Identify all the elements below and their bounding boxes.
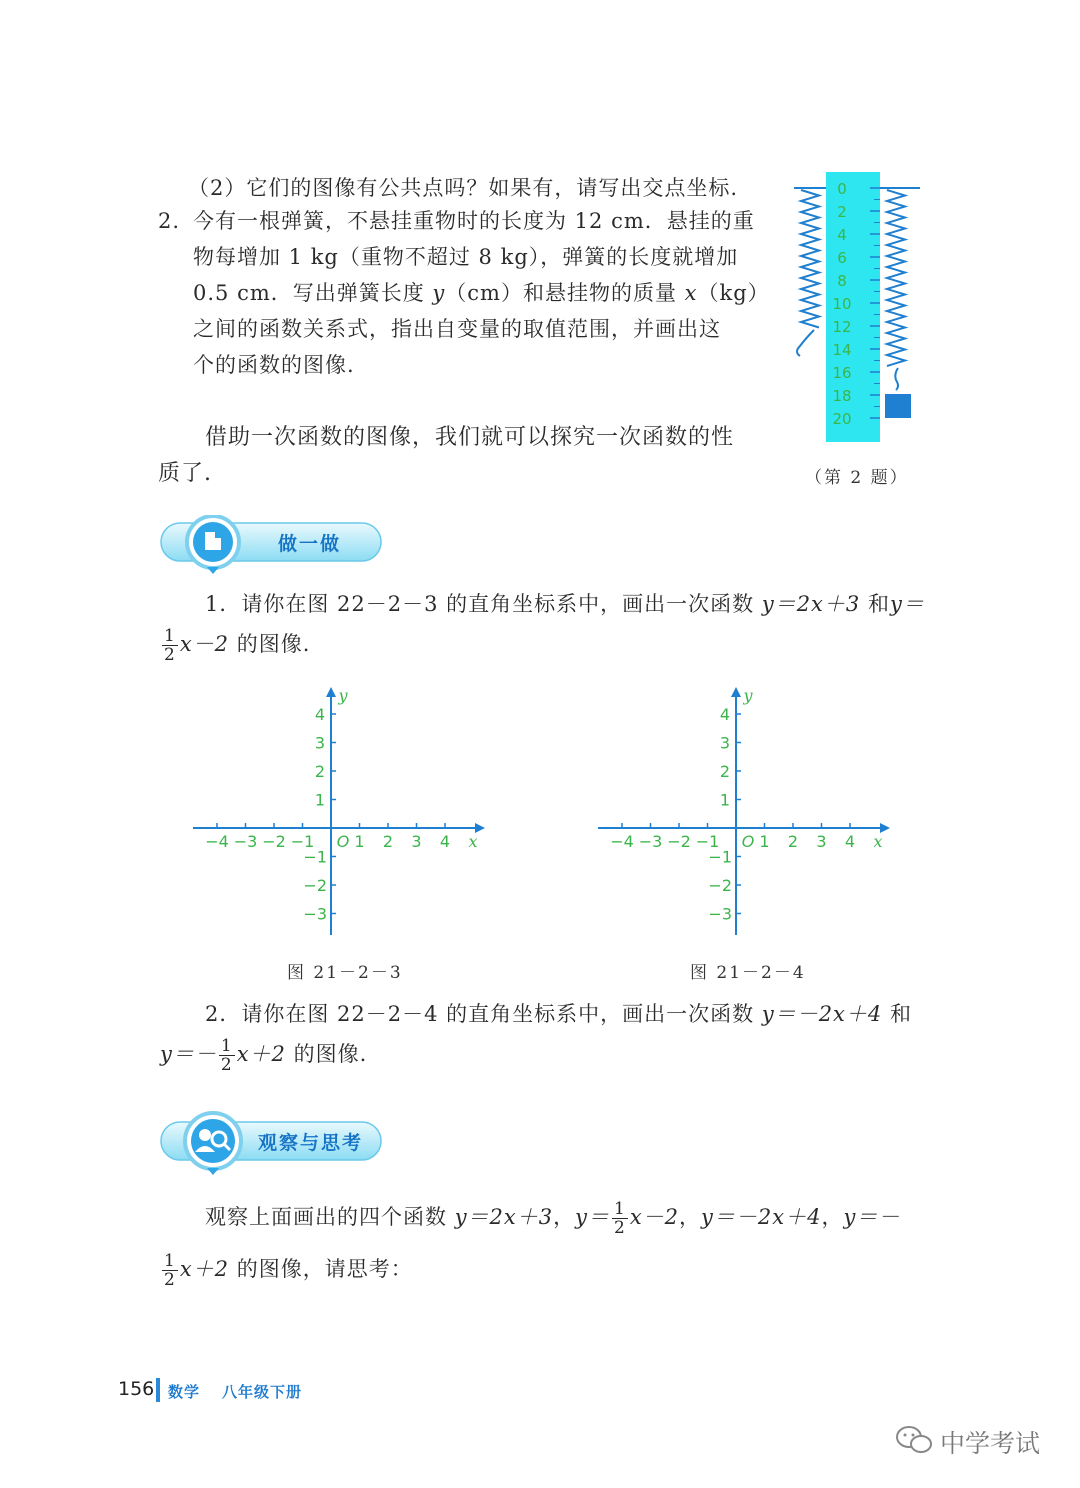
origin-label: O — [336, 832, 350, 851]
figure-caption-exercise-2: （第 2 题） — [805, 468, 909, 488]
y-tick-label: 4 — [314, 705, 325, 724]
q1-function-2-end: x－2 — [179, 632, 230, 656]
y-axis-arrow — [731, 687, 741, 697]
x-tick-label: 2 — [787, 832, 799, 851]
spring-ruler-illustration — [790, 168, 930, 443]
q2-text: 2．请你在图 22－2－4 的直角坐标系中，画出一次函数 — [205, 1002, 762, 1026]
y-tick-label: 1 — [314, 790, 325, 810]
observe-label: 观察与思考 — [258, 1132, 364, 1154]
y-axis-arrow — [326, 687, 336, 697]
do-it-question-2-line-2 — [160, 1037, 367, 1074]
intro-line-1: 借助一次函数的图像，我们就可以探究一次函数的性 — [205, 425, 735, 450]
x-tick-label: −4 — [205, 832, 229, 851]
x-tick-label: 3 — [411, 832, 422, 851]
do-it-label: 做一做 — [278, 533, 342, 555]
ruler-label: 14 — [832, 341, 852, 359]
ruler-label: 0 — [837, 180, 847, 198]
exercise-2-line-4: 之间的函数关系式，指出自变量的取值范围，并画出这 — [193, 317, 721, 341]
exercise-2-number: 2. — [158, 209, 181, 233]
x-tick-label: 1 — [759, 832, 770, 851]
observe-line-2 — [160, 1252, 413, 1289]
origin-label: O — [741, 832, 755, 851]
x-tick-label: 2 — [382, 832, 394, 851]
do-it-question-1-line-2 — [160, 627, 310, 664]
q1-text: 1．请你在图 22－2－3 的直角坐标系中，画出一次函数 — [205, 592, 762, 616]
wechat-icon — [895, 1425, 935, 1455]
y-tick-label: 4 — [719, 705, 730, 724]
x-tick-label: 4 — [844, 832, 856, 851]
exercise-2-line-3-part-b: （cm）和悬挂物的质量 — [445, 281, 685, 305]
variable-x: x — [684, 281, 698, 305]
x-axis-label: x — [873, 832, 883, 851]
ruler-label: 6 — [837, 249, 847, 267]
q2-function-2-end: x＋2 — [236, 1042, 286, 1066]
y-axis-label: y — [338, 686, 348, 705]
q2-and: 和 — [882, 1002, 912, 1026]
separator: ， — [679, 1205, 702, 1229]
y-tick-label: 2 — [719, 762, 730, 781]
exercise-2-line-3-part-c: （kg） — [697, 281, 770, 305]
x-tick-label: −1 — [290, 832, 315, 851]
q2-function-1: y＝－2x＋4 — [761, 1002, 883, 1026]
fraction-one-half — [162, 627, 178, 664]
y-tick-label: −1 — [708, 847, 732, 867]
variable-y: y — [432, 281, 446, 305]
do-it-question-2-line-1 — [205, 998, 912, 1028]
footer-subject: 数学 — [168, 1383, 201, 1401]
q1-end: 的图像. — [229, 632, 311, 656]
x-tick-label: 4 — [439, 832, 451, 851]
q1-function-1: y＝2x＋3 — [761, 592, 861, 616]
separator: ， — [821, 1205, 844, 1229]
y-tick-label: −2 — [708, 876, 732, 895]
x-tick-label: 1 — [354, 832, 365, 851]
ruler-label: 18 — [832, 387, 852, 405]
fraction-denominator: 2 — [164, 1270, 176, 1290]
x-tick-label: −2 — [262, 832, 286, 851]
left-spring — [801, 190, 819, 328]
fraction-one-half — [162, 1252, 178, 1289]
footer-divider — [156, 1378, 160, 1402]
ruler-label: 12 — [832, 318, 852, 336]
ruler-label: 16 — [832, 364, 852, 382]
exercise-2-line-2: 物每增加 1 kg（重物不超过 8 kg），弹簧的长度就增加 — [193, 245, 739, 269]
y-tick-label: 3 — [314, 733, 325, 753]
footer-book: 八年级下册 — [222, 1383, 303, 1401]
observe-function-3: y＝－2x＋4 — [701, 1205, 822, 1229]
y-tick-label: −3 — [303, 904, 327, 924]
y-tick-label: 2 — [314, 762, 325, 781]
fraction-one-half — [219, 1037, 235, 1074]
fraction-numerator: 1 — [164, 1251, 176, 1271]
y-axis-label: y — [743, 686, 753, 705]
ruler-label: 20 — [832, 410, 852, 428]
do-it-banner — [155, 515, 385, 581]
separator: ， — [553, 1205, 576, 1229]
exercise-line-1: （2）它们的图像有公共点吗？如果有，请写出交点坐标. — [188, 176, 739, 200]
observe-function-4-start: y＝－ — [843, 1205, 901, 1229]
fraction-one-half — [612, 1200, 628, 1237]
ruler-label: 4 — [837, 226, 847, 244]
y-tick-label: 1 — [719, 790, 730, 810]
q1-function-2-start: y＝ — [889, 592, 925, 616]
coordinate-grid-2 — [590, 683, 895, 943]
y-tick-label: −2 — [303, 876, 327, 895]
observe-line-1 — [205, 1200, 900, 1237]
fraction-numerator: 1 — [164, 626, 176, 646]
x-tick-label: −4 — [610, 832, 634, 851]
x-tick-label: −1 — [695, 832, 720, 851]
exercise-2-line-5: 个的函数的图像. — [193, 353, 355, 377]
q1-and: 和 — [860, 592, 890, 616]
person-icon — [199, 1129, 211, 1141]
fraction-denominator: 2 — [220, 1055, 233, 1075]
intro-line-2: 质了. — [158, 461, 212, 486]
fraction-denominator: 2 — [614, 1218, 626, 1238]
do-it-question-1-line-1 — [205, 588, 925, 618]
coordinate-grid-1 — [185, 683, 490, 943]
x-tick-label: 3 — [816, 832, 827, 851]
graph-caption-2: 图 21－2－4 — [690, 963, 806, 983]
watermark-text: 中学考试 — [940, 1429, 1041, 1458]
ruler-label: 8 — [837, 272, 847, 290]
y-tick-label: 3 — [719, 733, 730, 753]
graph-caption-1: 图 21－2－3 — [287, 963, 403, 983]
exercise-2-line-3-part-a: 0.5 cm．写出弹簧长度 — [193, 281, 433, 305]
q2-end: 的图像. — [285, 1042, 368, 1066]
x-axis-label: x — [468, 832, 478, 851]
x-tick-label: −2 — [667, 832, 691, 851]
y-tick-label: −3 — [708, 904, 732, 924]
observe-function-2-end: x－2 — [629, 1205, 680, 1229]
observe-line-2-end: 的图像，请思考： — [229, 1257, 413, 1281]
ruler-label: 10 — [832, 295, 852, 313]
observe-function-1: y＝2x＋3 — [454, 1205, 554, 1229]
observe-function-2-start: y＝ — [575, 1205, 610, 1229]
exercise-2-line-1: 今有一根弹簧，不悬挂重物时的长度为 12 cm．悬挂的重 — [193, 209, 755, 233]
x-tick-label: −3 — [233, 832, 258, 851]
y-tick-label: −1 — [303, 847, 327, 867]
observe-text: 观察上面画出的四个函数 — [205, 1205, 455, 1229]
q2-function-2-start: y＝－ — [160, 1042, 217, 1066]
ruler-label: 2 — [837, 203, 847, 221]
exercise-2-line-3 — [193, 275, 770, 311]
right-spring — [887, 190, 905, 366]
fraction-denominator: 2 — [164, 645, 176, 665]
observe-function-4-end: x＋2 — [179, 1257, 230, 1281]
x-tick-label: −3 — [638, 832, 663, 851]
page-number: 156 — [118, 1378, 155, 1400]
fraction-numerator: 1 — [614, 1199, 626, 1219]
fraction-numerator: 1 — [220, 1036, 233, 1056]
hanging-weight — [885, 394, 911, 418]
